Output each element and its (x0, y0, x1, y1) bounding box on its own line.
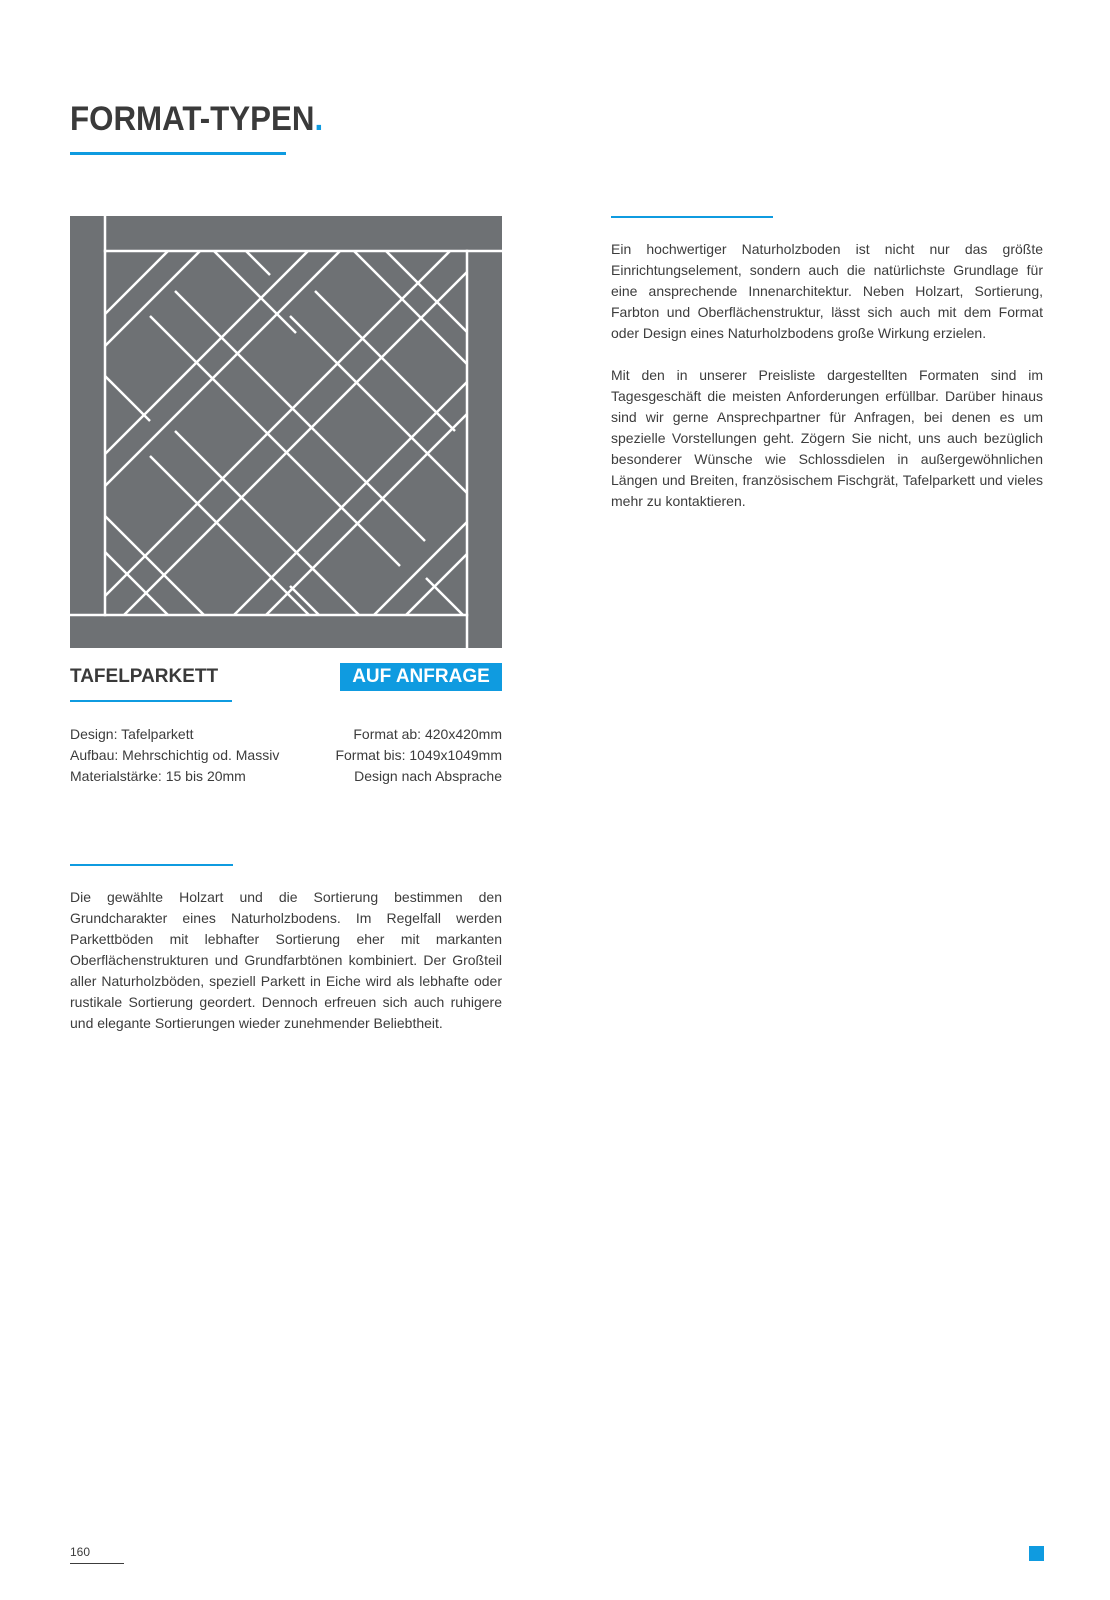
spec-construction: Aufbau: Mehrschichtig od. Massiv (70, 747, 280, 763)
left-paragraph: Die gewählte Holzart und die Sortierung bestimmen den Grundcharakter eines Naturholzbodens. Im Regelfall werden Parkettböden mit lebhafter Sortierung eher mit markanten Oberflächenstrukturen und Grundfarbtönen kombiniert. Der Großteil aller Naturholzböden, speziell Parkett in Eiche wird als lebhafte oder rustikale Sortierung geordert. Dennoch erfreuen sich auch ruhigere und elegante Sortierungen wieder zunehmender Beliebtheit. (70, 889, 502, 1031)
spec-row (70, 745, 502, 766)
right-paragraph-1: Ein hochwertiger Naturholzboden ist nicht nur das größte Einrichtungselement, sondern auch die natürlichste Grundlage für eine ansprechende Innenarchitektur. Neben Holzart, Sortierung, Farbton und Oberflächenstruktur, lässt sich auch mit dem Format oder Design eines Naturholzbodens große Wirkung erzielen. (611, 241, 1043, 341)
spec-row (70, 724, 502, 745)
page-number-rule (70, 1563, 124, 1564)
page-title (70, 100, 323, 139)
spec-design-note: Design nach Absprache (354, 768, 502, 784)
product-specs (70, 724, 502, 787)
availability-badge: AUF ANFRAGE (340, 663, 502, 691)
page-number: 160 (70, 1545, 91, 1559)
spec-design: Design: Tafelparkett (70, 726, 194, 742)
page-title-text: FORMAT-TYPEN (70, 100, 315, 138)
left-text-rule (70, 864, 233, 866)
right-text-rule (611, 216, 773, 218)
spec-format-from: Format ab: 420x420mm (353, 726, 502, 742)
title-accent-dot: . (314, 100, 324, 138)
spec-row (70, 766, 502, 787)
right-paragraph-2: Mit den in unserer Preisliste dargestellten Formaten sind im Tagesgeschäft die meisten Anforderungen erfüllbar. Darüber hinaus sind wir gerne Ansprechpartner für Anfragen, bei denen es um spezielle Vorstellungen geht. Zögern Sie nicht, uns auch bezüglich besonderer Wünsche wie Schlossdielen in außergewöhnlichen Längen und Breiten, französischem Fischgrät, Tafelparkett und vieles mehr zu kontaktieren. (611, 367, 1043, 509)
spec-thickness: Materialstärke: 15 bis 20mm (70, 768, 246, 784)
product-title-underline (70, 700, 232, 702)
corner-accent-square (1029, 1546, 1044, 1561)
tafelparkett-pattern-illustration (70, 216, 502, 648)
right-body-text (611, 239, 1043, 533)
product-title: TAFELPARKETT (70, 666, 219, 687)
spec-format-to: Format bis: 1049x1049mm (335, 747, 502, 763)
title-underline (70, 152, 286, 155)
left-body-text (70, 887, 502, 1055)
